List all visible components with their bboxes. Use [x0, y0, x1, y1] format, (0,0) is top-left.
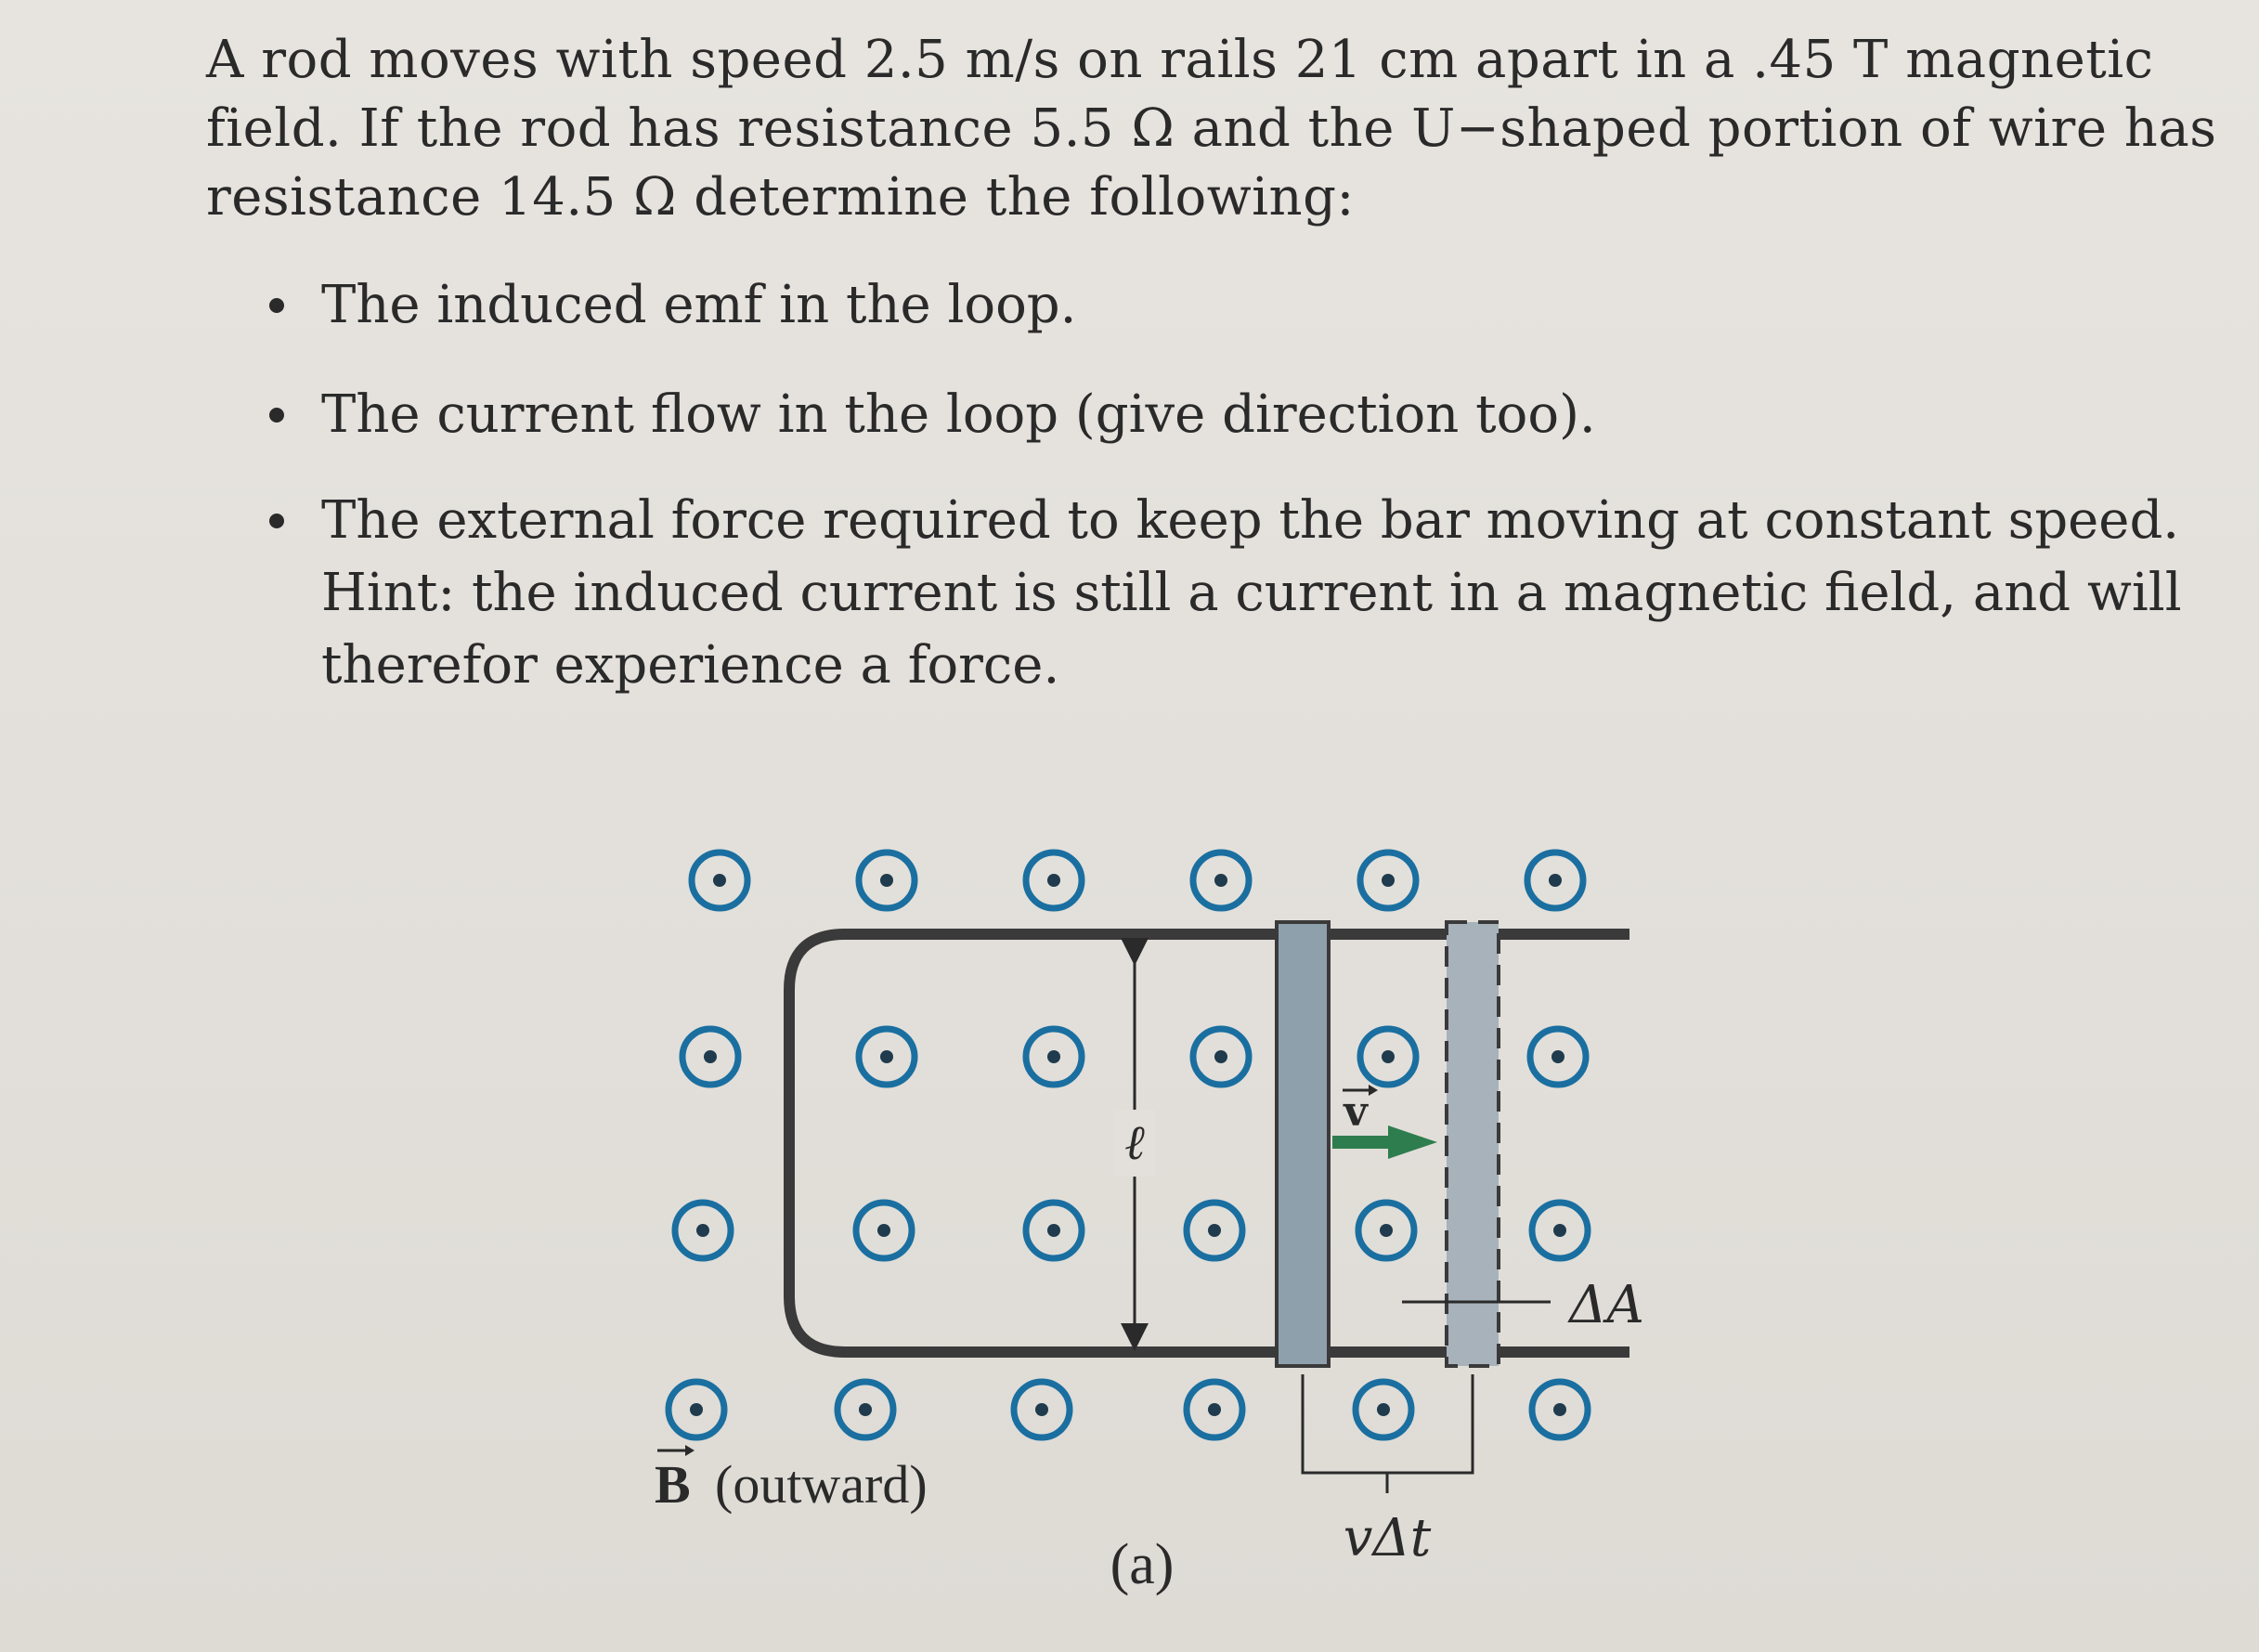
- field-label-symbol: B: [655, 1454, 691, 1515]
- displacement-bracket: [1303, 1374, 1473, 1473]
- displacement-label: vΔt: [1343, 1508, 1432, 1568]
- question-hint: Hint: the induced current is still a current in a magnetic field, and will: [321, 563, 2182, 623]
- field-out-of-page-icon: [1527, 852, 1583, 908]
- field-out-of-page-icon: [1026, 852, 1082, 908]
- field-out-of-page-icon: [1358, 1203, 1414, 1258]
- moving-rod: [1277, 922, 1329, 1366]
- field-out-of-page-icon: [675, 1203, 731, 1258]
- field-out-of-page-icon: [1014, 1382, 1070, 1437]
- field-out-of-page-icon: [859, 1029, 915, 1085]
- problem-line-1: A rod moves with speed 2.5 m/s on rails 21 cm apart in a .45 T magnetic: [206, 30, 2154, 90]
- field-label-text: (outward): [715, 1454, 928, 1515]
- length-label: ℓ: [1124, 1115, 1145, 1171]
- question-force: The external force required to keep the bar moving at constant speed.: [321, 490, 2180, 551]
- question-current: The current flow in the loop (give direction too).: [321, 384, 1596, 445]
- field-out-of-page-icon: [1360, 1029, 1416, 1085]
- velocity-arrowhead: [1388, 1125, 1437, 1159]
- rod-later-position: [1447, 922, 1499, 1366]
- problem-line-2: field. If the rod has resistance 5.5 Ω and the U−shaped portion of wire has: [206, 98, 2217, 159]
- u-shaped-wire: [789, 934, 1629, 1352]
- field-out-of-page-icon: [1193, 1029, 1249, 1085]
- field-out-of-page-icon: [1026, 1203, 1082, 1258]
- field-out-of-page-icon: [1026, 1029, 1082, 1085]
- field-out-of-page-icon: [859, 852, 915, 908]
- figure-caption: (a): [1110, 1533, 1175, 1596]
- problem-line-3: resistance 14.5 Ω determine the following:: [206, 167, 1355, 228]
- field-out-of-page-icon: [1193, 852, 1249, 908]
- field-out-of-page-icon: [682, 1029, 738, 1085]
- field-out-of-page-icon: [692, 852, 747, 908]
- field-out-of-page-icon: [1530, 1029, 1586, 1085]
- field-out-of-page-icon: [1187, 1382, 1242, 1437]
- field-out-of-page-icon: [1356, 1382, 1411, 1437]
- question-emf: The induced emf in the loop.: [321, 275, 1077, 335]
- velocity-vector-arrowhead: [1369, 1085, 1378, 1096]
- field-out-of-page-icon: [856, 1203, 912, 1258]
- question-hint-cont: therefor experience a force.: [321, 635, 1060, 696]
- field-out-of-page-icon: [837, 1382, 893, 1437]
- field-out-of-page-icon: [1532, 1203, 1588, 1258]
- field-out-of-page-icon: [1360, 852, 1416, 908]
- velocity-label: v: [1344, 1088, 1368, 1136]
- field-out-of-page-icon: [1532, 1382, 1588, 1437]
- field-out-of-page-icon: [1187, 1203, 1242, 1258]
- area-label: ΔA: [1569, 1275, 1644, 1335]
- field-out-of-page-icon: [669, 1382, 724, 1437]
